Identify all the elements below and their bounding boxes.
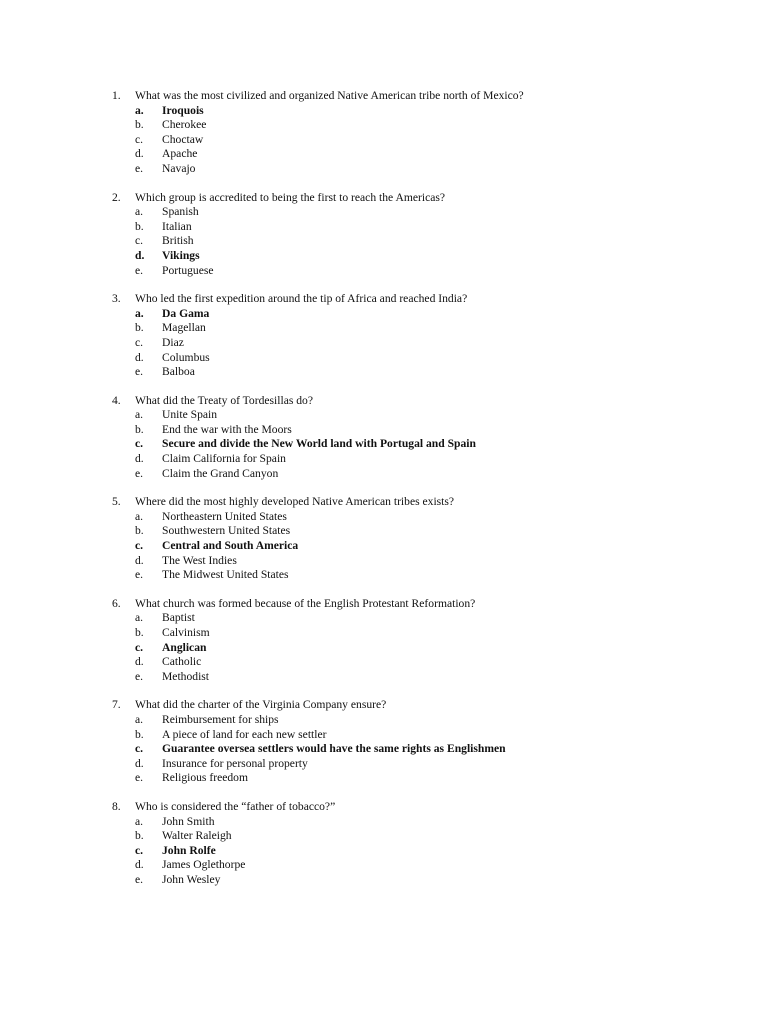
option-text: Southwestern United States [162, 524, 291, 538]
option-text: John Rolfe [162, 843, 216, 857]
option-text: A piece of land for each new settler [162, 727, 327, 741]
option-text: Insurance for personal property [162, 756, 308, 770]
answer-option [112, 815, 732, 830]
answer-options [112, 408, 732, 481]
answer-options [112, 104, 732, 177]
answer-options [112, 815, 732, 888]
answer-option [112, 655, 732, 670]
question-line [112, 495, 732, 510]
question-line [112, 292, 732, 307]
answer-options [112, 713, 732, 786]
option-text: Methodist [162, 669, 210, 683]
option-text: Claim California for Spain [162, 452, 286, 466]
option-letter: c. [135, 335, 144, 349]
option-letter: a. [135, 103, 144, 117]
question-line [112, 698, 732, 713]
option-text: Iroquois [162, 103, 204, 117]
option-text: Central and South America [162, 539, 299, 553]
answer-options [112, 307, 732, 380]
option-letter: d. [135, 350, 144, 364]
option-letter: e. [135, 365, 144, 379]
answer-option [112, 423, 732, 438]
answer-option [112, 713, 732, 728]
question-list [112, 89, 732, 902]
option-text: The Midwest United States [162, 568, 289, 582]
answer-option-correct [112, 641, 732, 656]
option-text: Calvinism [162, 626, 210, 639]
option-text: Columbus [162, 350, 210, 364]
question-text: Who led the first expedition around the tip of Africa and reached India? [135, 292, 468, 306]
answer-option [112, 510, 732, 525]
option-text: Northeastern United States [162, 509, 287, 523]
option-letter: b. [135, 219, 144, 233]
option-letter: e. [135, 263, 144, 277]
option-text: Walter Raleigh [162, 829, 232, 843]
answer-option [112, 757, 732, 772]
answer-option [112, 873, 732, 888]
option-letter: d. [135, 452, 144, 466]
option-letter: b. [135, 524, 144, 538]
option-letter: b. [135, 727, 144, 741]
option-text: Da Gama [162, 306, 210, 320]
option-letter: a. [135, 509, 144, 523]
option-letter: b. [135, 422, 144, 436]
option-text: Catholic [162, 655, 202, 669]
option-text: Unite Spain [162, 408, 218, 422]
answer-option-correct [112, 844, 732, 859]
question-number: 8. [112, 799, 121, 813]
option-letter: c. [135, 132, 144, 146]
option-text: Guarantee oversea settlers would have the same rights as Englishmen [162, 742, 506, 756]
answer-option [112, 351, 732, 366]
answer-option [112, 728, 732, 743]
option-letter: d. [135, 756, 144, 770]
answer-options [112, 205, 732, 278]
option-text: Italian [162, 219, 192, 233]
question-text: Where did the most highly developed Native American tribes exists? [135, 495, 455, 509]
answer-option-correct [112, 437, 732, 452]
answer-option [112, 568, 732, 583]
question-text: What did the charter of the Virginia Company ensure? [135, 698, 387, 712]
option-letter: c. [135, 539, 144, 553]
answer-option [112, 452, 732, 467]
option-text: Baptist [162, 611, 195, 625]
question-text: What church was formed because of the English Protestant Reformation? [135, 596, 476, 610]
option-letter: c. [135, 437, 144, 451]
answer-option-correct [112, 742, 732, 757]
question-item [112, 394, 732, 482]
answer-option [112, 205, 732, 220]
option-letter: b. [135, 626, 144, 639]
answer-option [112, 118, 732, 133]
option-text: Anglican [162, 640, 207, 654]
answer-option [112, 336, 732, 351]
question-line [112, 800, 732, 815]
option-letter: a. [135, 611, 144, 625]
option-text: Spanish [162, 205, 199, 219]
question-line [112, 191, 732, 206]
option-letter: e. [135, 669, 144, 683]
option-letter: d. [135, 858, 144, 872]
answer-option [112, 162, 732, 177]
option-letter: e. [135, 466, 144, 480]
answer-options [112, 510, 732, 583]
option-letter: b. [135, 321, 144, 335]
option-letter: d. [135, 655, 144, 669]
question-number: 6. [112, 596, 121, 610]
answer-option [112, 147, 732, 162]
option-letter: b. [135, 118, 144, 132]
question-line [112, 597, 732, 612]
option-letter: e. [135, 568, 144, 582]
answer-option [112, 670, 732, 685]
option-text: Balboa [162, 365, 195, 379]
answer-option [112, 133, 732, 148]
question-line [112, 89, 732, 104]
option-text: John Wesley [162, 872, 221, 886]
option-text: Vikings [162, 248, 200, 262]
answer-option [112, 408, 732, 423]
option-text: Choctaw [162, 132, 204, 146]
answer-option [112, 365, 732, 380]
question-number: 7. [112, 698, 121, 712]
answer-option-correct [112, 249, 732, 264]
answer-option-correct [112, 104, 732, 119]
option-letter: d. [135, 248, 145, 262]
option-text: Religious freedom [162, 771, 248, 785]
option-text: Apache [162, 147, 198, 161]
option-letter: c. [135, 640, 144, 654]
option-letter: c. [135, 843, 144, 857]
option-letter: d. [135, 147, 144, 161]
answer-option [112, 467, 732, 482]
option-text: End the war with the Moors [162, 422, 292, 436]
option-text: Secure and divide the New World land with Portugal and Spain [162, 437, 476, 451]
answer-option [112, 611, 732, 626]
question-number: 4. [112, 393, 121, 407]
option-letter: d. [135, 553, 144, 567]
option-text: John Smith [162, 814, 215, 828]
answer-option [112, 829, 732, 844]
question-number: 5. [112, 495, 121, 509]
answer-option [112, 220, 732, 235]
question-item [112, 800, 732, 888]
question-item [112, 698, 732, 786]
answer-option [112, 858, 732, 873]
option-text: Claim the Grand Canyon [162, 466, 279, 480]
question-item [112, 89, 732, 177]
option-letter: a. [135, 306, 144, 320]
question-item [112, 597, 732, 685]
option-letter: a. [135, 712, 144, 726]
option-letter: c. [135, 234, 144, 248]
question-item [112, 191, 732, 279]
option-text: Diaz [162, 335, 184, 349]
option-letter: a. [135, 814, 144, 828]
question-text: Who is considered the “father of tobacco?” [135, 799, 336, 813]
question-text: Which group is accredited to being the first to reach the Americas? [135, 190, 446, 204]
option-text: Navajo [162, 161, 196, 175]
option-text: The West Indies [162, 553, 237, 567]
option-letter: c. [135, 742, 144, 756]
option-letter: e. [135, 771, 144, 785]
question-text: What did the Treaty of Tordesillas do? [135, 393, 314, 407]
question-item [112, 495, 732, 583]
option-text: Magellan [162, 321, 206, 335]
option-text: Portuguese [162, 263, 214, 277]
question-text: What was the most civilized and organized Native American tribe north of Mexico? [135, 89, 524, 102]
question-number: 3. [112, 292, 121, 306]
option-text: Reimbursement for ships [162, 712, 279, 726]
question-number: 1. [112, 89, 121, 102]
answer-option [112, 554, 732, 569]
answer-options [112, 611, 732, 684]
answer-option [112, 321, 732, 336]
option-letter: a. [135, 408, 144, 422]
answer-option-correct [112, 307, 732, 322]
answer-option [112, 626, 732, 641]
question-item [112, 292, 732, 380]
option-letter: e. [135, 872, 144, 886]
answer-option [112, 771, 732, 786]
option-letter: a. [135, 205, 144, 219]
option-text: British [162, 234, 194, 248]
question-number: 2. [112, 190, 121, 204]
answer-option [112, 234, 732, 249]
question-line [112, 394, 732, 409]
answer-option [112, 264, 732, 279]
option-letter: b. [135, 829, 144, 843]
answer-option [112, 524, 732, 539]
option-text: Cherokee [162, 118, 207, 132]
answer-option-correct [112, 539, 732, 554]
option-letter: e. [135, 161, 144, 175]
option-text: James Oglethorpe [162, 858, 246, 872]
